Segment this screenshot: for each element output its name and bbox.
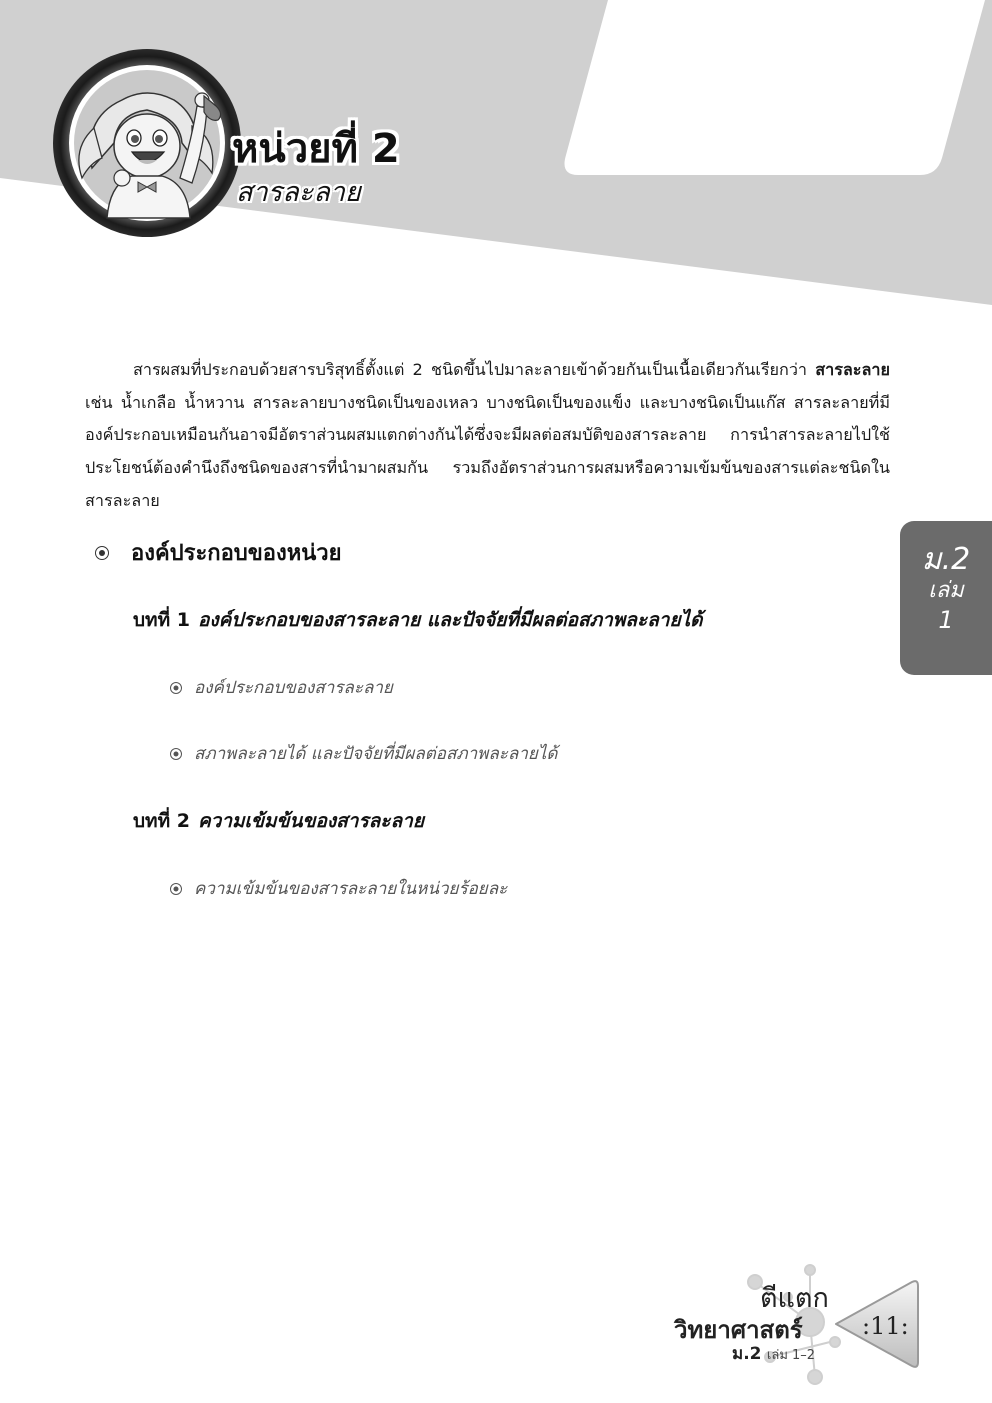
unit-title: หน่วยที่ 2 bbox=[232, 126, 400, 172]
footer-logo bbox=[660, 1262, 930, 1402]
chapter-2-heading bbox=[133, 806, 424, 836]
circled-dot-bullet-icon bbox=[170, 682, 182, 694]
logo-grade: ม.2 bbox=[732, 1344, 762, 1364]
tab-volume-number: 1 bbox=[938, 606, 954, 634]
intro-text-after: เช่น น้ำเกลือ น้ำหวาน สารละลายบางชนิดเป็นของเหลว บางชนิดเป็นของแข็ง และบางชนิดเป็นแก๊ส สารละลายที่มีองค์ประกอบเหมือนกันอาจมีอัตราส่วนผสมแตกต่างกันได้ซึ่งจะมีผลต่อสมบัติของสารละลาย การนำสารละลายไปใช้ประโยชน์ต้องคำนึงถึงชนิดของสารที่นำมาผสมกัน รวมถึงอัตราส่วนการผสมหรือความเข้มข้นของสารแต่ละชนิดในสารละลาย bbox=[85, 392, 890, 510]
page-number: :11: bbox=[862, 1312, 909, 1340]
circled-dot-bullet-icon bbox=[170, 748, 182, 760]
unit-avatar-illustration bbox=[52, 48, 242, 238]
topic-text: องค์ประกอบของสารละลาย bbox=[194, 678, 393, 698]
scientist-girl-icon bbox=[52, 48, 242, 238]
chapter-number: บทที่ 2 bbox=[133, 810, 190, 832]
logo-sub-text bbox=[732, 1340, 815, 1367]
intro-text-before: สารผสมที่ประกอบด้วยสารบริสุทธิ์ตั้งแต่ 2 ชนิดขึ้นไปมาละลายเข้าด้วยกันเป็นเนื้อเดียวกันเรียกว่า bbox=[133, 360, 816, 380]
chapter-number: บทที่ 1 bbox=[133, 609, 190, 631]
tab-volume-label: เล่ม bbox=[928, 578, 964, 603]
logo-top-text: ตีแตก bbox=[760, 1283, 829, 1314]
section-heading bbox=[95, 535, 342, 570]
circled-dot-bullet-icon bbox=[170, 883, 182, 895]
topic-text: ความเข้มข้นของสารละลายในหน่วยร้อยละ bbox=[194, 879, 508, 899]
chapter-1-heading bbox=[133, 605, 702, 635]
intro-paragraph bbox=[85, 354, 890, 517]
logo-volumes: เล่ม 1–2 bbox=[766, 1348, 816, 1363]
tab-grade: ม.2 bbox=[921, 542, 971, 577]
grade-volume-tab bbox=[900, 521, 992, 675]
topic-item bbox=[170, 674, 393, 701]
unit-subtitle: สารละลาย bbox=[236, 177, 361, 208]
chapter-title: องค์ประกอบของสารละลาย และปัจจัยที่มีผลต่อสภาพละลายได้ bbox=[197, 609, 703, 631]
circled-dot-bullet-icon bbox=[95, 546, 109, 560]
chapter-title: ความเข้มข้นของสารละลาย bbox=[197, 810, 424, 832]
topic-item bbox=[170, 875, 507, 902]
intro-bold-term: สารละลาย bbox=[815, 360, 890, 380]
topic-text: สภาพละลายได้ และปัจจัยที่มีผลต่อสภาพละลายได้ bbox=[194, 744, 558, 764]
section-heading-text: องค์ประกอบของหน่วย bbox=[131, 541, 342, 566]
logo-main-text: วิทยาศาสตร์ bbox=[674, 1316, 803, 1344]
topic-item bbox=[170, 740, 557, 767]
